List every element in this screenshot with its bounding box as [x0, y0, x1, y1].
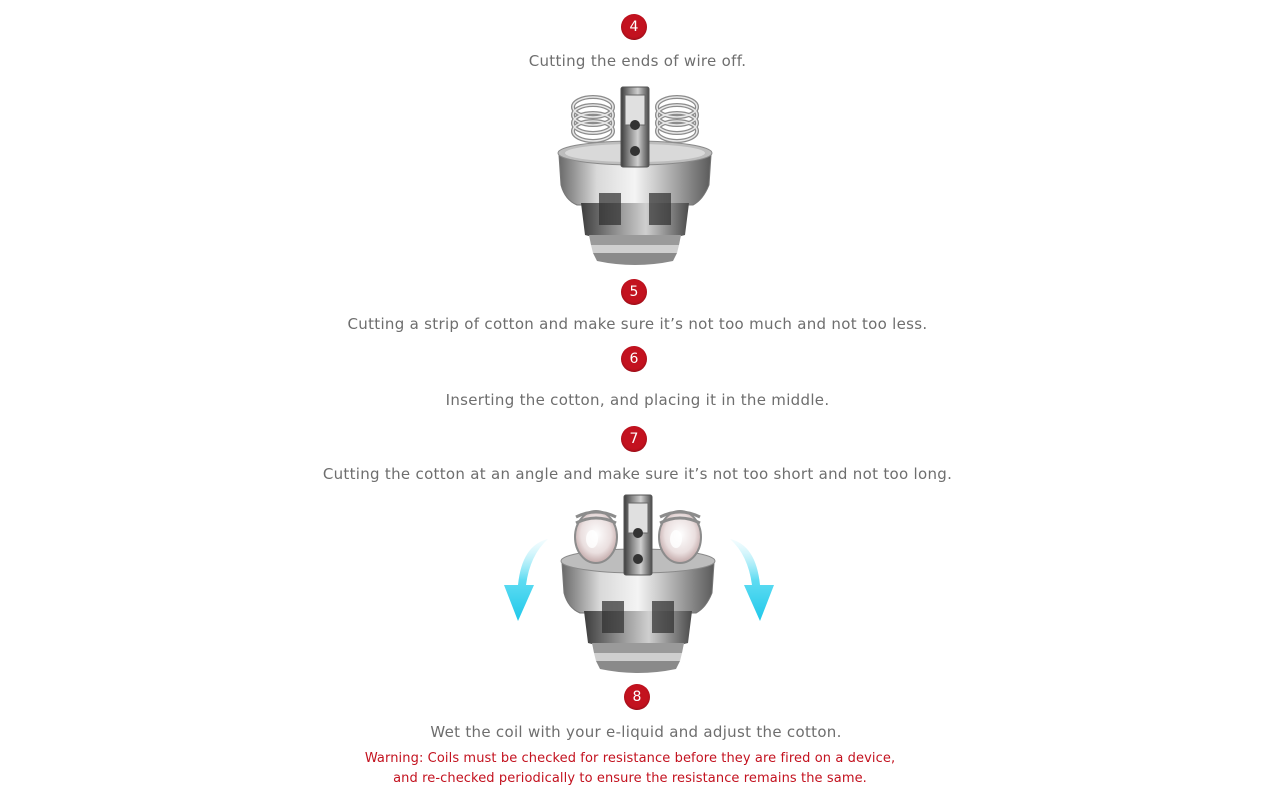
warning-line-1: Warning: Coils must be checked for resistance before they are fired on a device, — [364, 751, 896, 766]
step-7-text: Cutting the cotton at an angle and make sure it’s not too short and not too long. — [322, 465, 953, 483]
step-8-text: Wet the coil with your e-liquid and adjust the cotton. — [430, 723, 842, 741]
step-7-badge: 7 — [621, 426, 647, 452]
drip-arrow-right-icon — [726, 535, 778, 623]
step-6-badge: 6 — [621, 346, 647, 372]
warning-line-2: and re-checked periodically to ensure the resistance remains the same. — [393, 771, 867, 786]
step-4-badge: 4 — [621, 14, 647, 40]
coil-deck-icon — [553, 85, 717, 267]
step-5-badge: 5 — [621, 279, 647, 305]
coil-deck-wicked-icon — [556, 493, 720, 675]
step-4-text: Cutting the ends of wire off. — [528, 52, 747, 70]
step-5-text: Cutting a strip of cotton and make sure it’s not too much and not too less. — [347, 315, 928, 333]
step-8-badge: 8 — [624, 684, 650, 710]
step-6-text: Inserting the cotton, and placing it in the middle. — [445, 391, 830, 409]
drip-arrow-left-icon — [500, 535, 552, 623]
